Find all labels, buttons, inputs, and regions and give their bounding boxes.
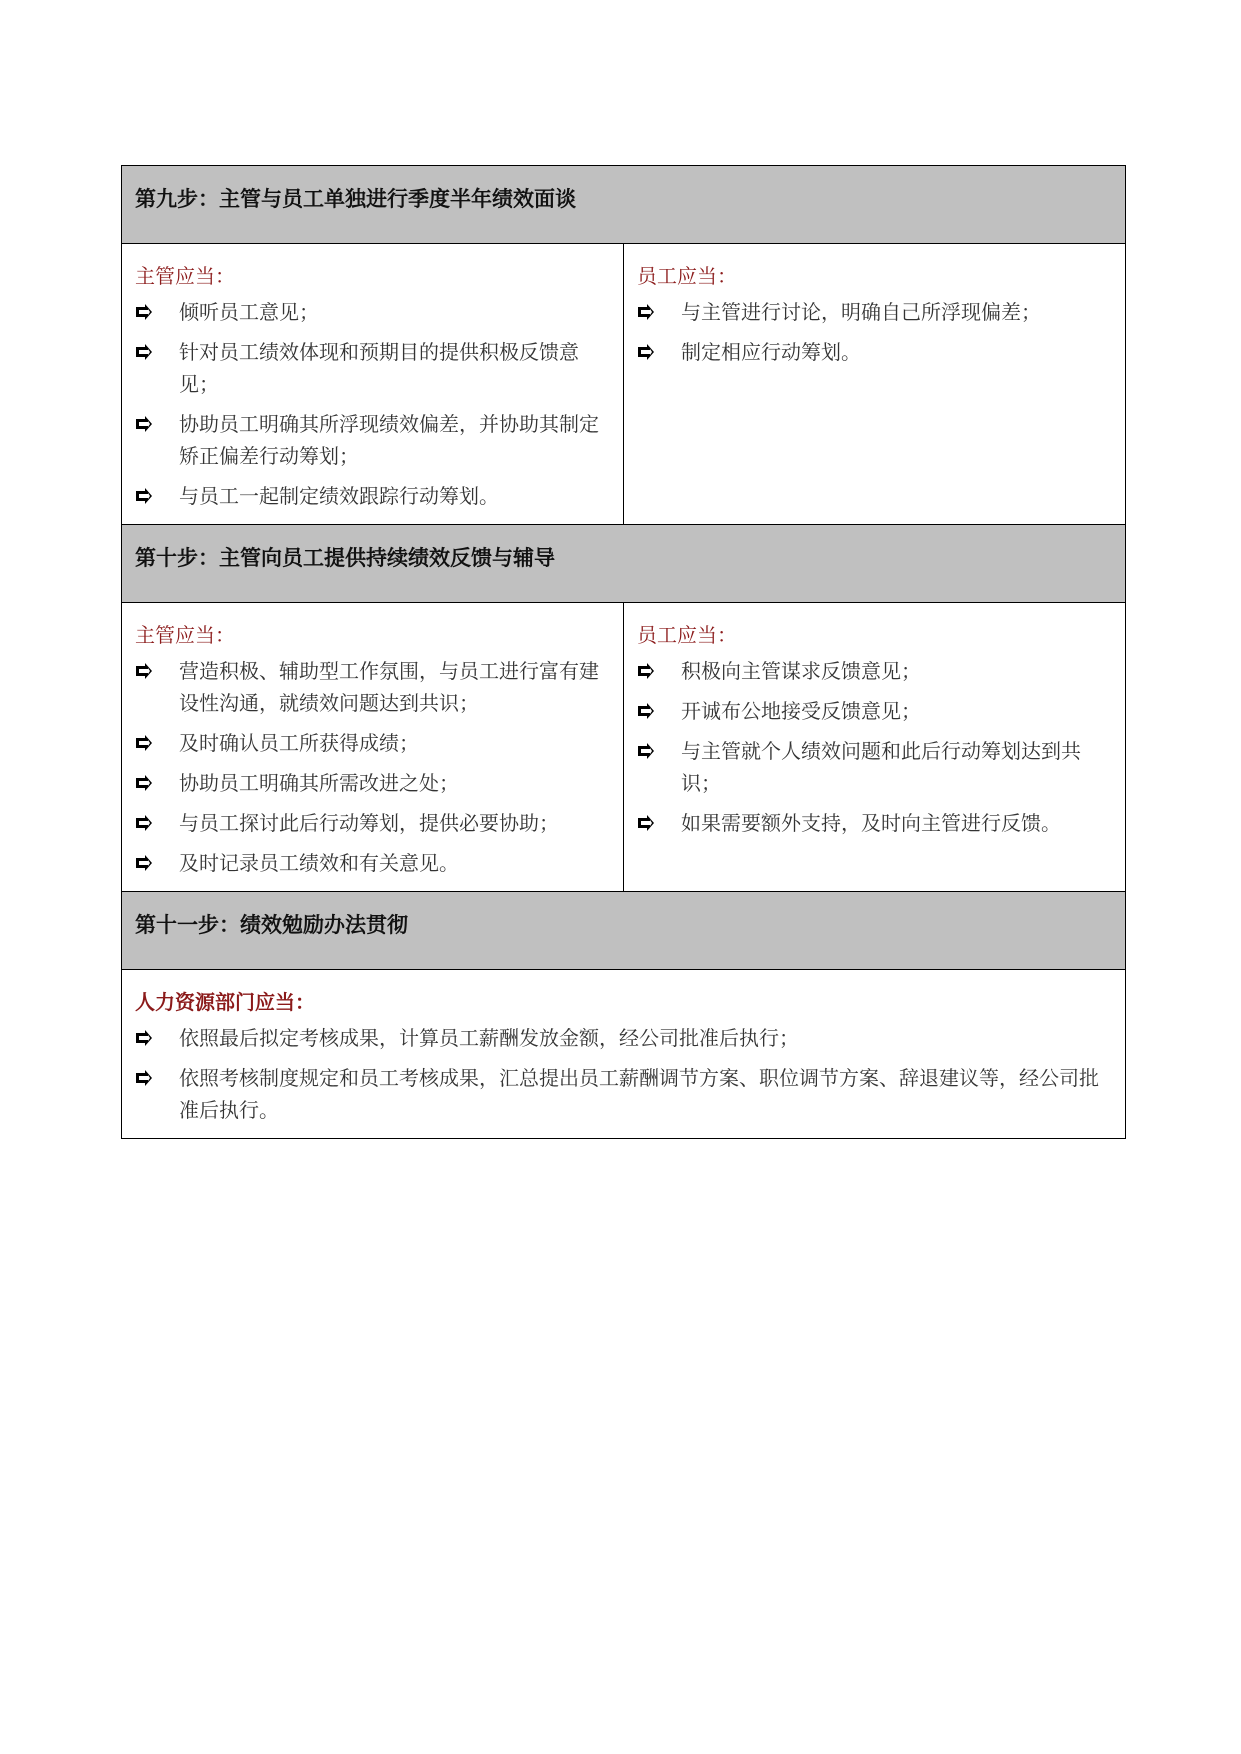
circled-right-arrow-icon [135,1030,153,1046]
list-item: 协助员工明确其所浮现绩效偏差，并协助其制定矫正偏差行动筹划； [135,408,613,472]
circled-right-arrow-icon [135,344,153,360]
circled-right-arrow-icon [135,775,153,791]
step-10-title: 第十步：主管向员工提供持续绩效反馈与辅导 [135,545,555,570]
step-10-employee-cell [624,603,1126,892]
step-9-header [122,166,1126,244]
step-11-hr-role: 人力资源部门应当： [135,990,315,1014]
list-item: 开诚布公地接受反馈意见； [637,695,1115,727]
step-10-supervisor-role: 主管应当： [135,623,235,647]
step-10-employee-list [637,655,1115,839]
list-item: 倾听员工意见； [135,296,613,328]
step-11-hr-cell [122,970,1126,1139]
step-11-header [122,892,1126,970]
list-item: 与员工探讨此后行动筹划，提供必要协助； [135,807,613,839]
circled-right-arrow-icon [135,815,153,831]
step-9-supervisor-cell [122,244,624,525]
step-9-title: 第九步：主管与员工单独进行季度半年绩效面谈 [135,186,576,211]
circled-right-arrow-icon [637,663,655,679]
list-item: 营造积极、辅助型工作氛围，与员工进行富有建设性沟通，就绩效问题达到共识； [135,655,613,719]
list-item: 协助员工明确其所需改进之处； [135,767,613,799]
circled-right-arrow-icon [637,703,655,719]
circled-right-arrow-icon [135,304,153,320]
list-item: 及时记录员工绩效和有关意见。 [135,847,613,879]
circled-right-arrow-icon [637,815,655,831]
list-item: 与主管进行讨论，明确自己所浮现偏差； [637,296,1115,328]
step-9-supervisor-list [135,296,613,512]
list-item: 针对员工绩效体现和预期目的提供积极反馈意见； [135,336,613,400]
circled-right-arrow-icon [637,743,655,759]
circled-right-arrow-icon [637,344,655,360]
circled-right-arrow-icon [135,855,153,871]
process-table [121,165,1126,1139]
step-9-employee-list [637,296,1115,368]
step-10-supervisor-list [135,655,613,879]
list-item: 如果需要额外支持，及时向主管进行反馈。 [637,807,1115,839]
step-11-title: 第十一步：绩效勉励办法贯彻 [135,912,408,937]
list-item: 及时确认员工所获得成绩； [135,727,613,759]
step-10-supervisor-cell [122,603,624,892]
list-item: 与主管就个人绩效问题和此后行动筹划达到共识； [637,735,1115,799]
step-9-employee-cell [624,244,1126,525]
step-10-header [122,525,1126,603]
circled-right-arrow-icon [135,416,153,432]
circled-right-arrow-icon [135,488,153,504]
list-item: 与员工一起制定绩效跟踪行动筹划。 [135,480,613,512]
step-9-supervisor-role: 主管应当： [135,264,235,288]
list-item: 依照最后拟定考核成果，计算员工薪酬发放金额，经公司批准后执行； [135,1022,1115,1054]
circled-right-arrow-icon [135,1070,153,1086]
circled-right-arrow-icon [135,663,153,679]
step-10-employee-role: 员工应当： [637,623,737,647]
list-item: 依照考核制度规定和员工考核成果，汇总提出员工薪酬调节方案、职位调节方案、辞退建议等，经公司批准后执行。 [135,1062,1115,1126]
circled-right-arrow-icon [135,735,153,751]
step-9-employee-role: 员工应当： [637,264,737,288]
circled-right-arrow-icon [637,304,655,320]
step-11-hr-list [135,1022,1115,1126]
list-item: 积极向主管谋求反馈意见； [637,655,1115,687]
list-item: 制定相应行动筹划。 [637,336,1115,368]
